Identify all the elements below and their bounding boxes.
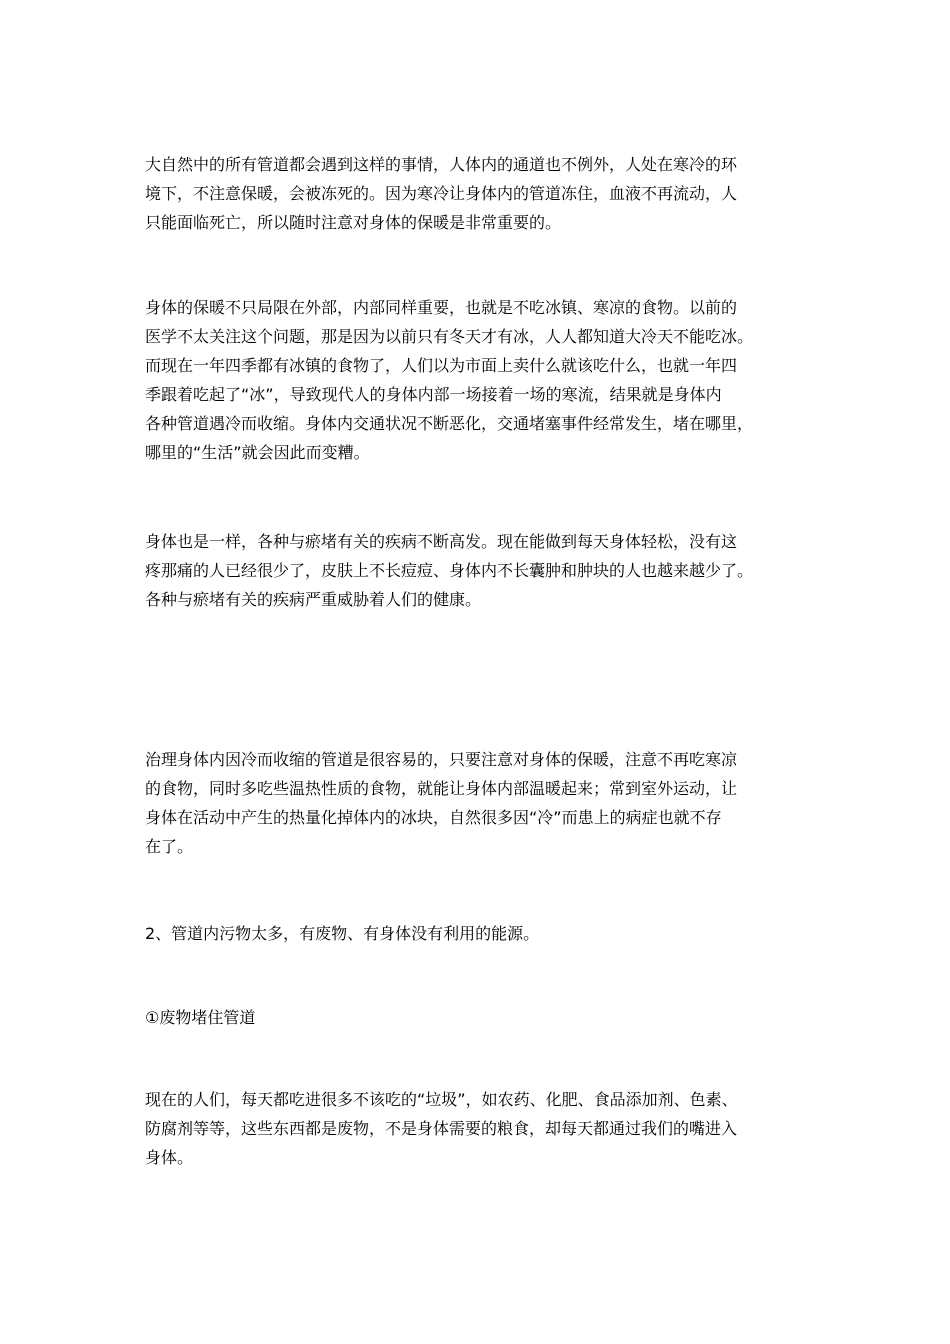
- paragraph-2: [145, 293, 825, 467]
- subsection-heading: [145, 1003, 825, 1032]
- text-line: 只能面临死亡，所以随时注意对身体的保暖是非常重要的。: [145, 213, 562, 232]
- paragraph-5: [145, 1085, 825, 1172]
- text-line: 季跟着吃起了“冰”，导致现代人的身体内部一场接着一场的寒流，结果就是身体内: [145, 385, 722, 404]
- text-line: 现在的人们，每天都吃进很多不该吃的“垃圾”，如农药、化肥、食品添加剂、色素、: [145, 1090, 738, 1109]
- text-line: 而现在一年四季都有冰镇的食物了，人们以为市面上卖什么就该吃什么，也就一年四: [145, 356, 738, 375]
- text-line: 治理身体内因冷而收缩的管道是很容易的，只要注意对身体的保暖，注意不再吃寒凉: [145, 750, 738, 769]
- text-line: 境下，不注意保暖，会被冻死的。因为寒冷让身体内的管道冻住，血液不再流动，人: [145, 184, 738, 203]
- text-line: 疼那痛的人已经很少了，皮肤上不长痘痘、身体内不长囊肿和肿块的人也越来越少了。: [145, 561, 754, 580]
- text-line: 在了。: [145, 837, 194, 856]
- text-line: ①废物堵住管道: [145, 1008, 256, 1027]
- text-line: 的食物，同时多吃些温热性质的食物，就能让身体内部温暖起来；常到室外运动，让: [145, 779, 738, 798]
- paragraph-4: [145, 745, 825, 861]
- text-line: 身体。: [145, 1148, 194, 1167]
- text-line: 大自然中的所有管道都会遇到这样的事情，人体内的通道也不例外，人处在寒冷的环: [145, 155, 738, 174]
- text-line: 身体的保暖不只局限在外部，内部同样重要，也就是不吃冰镇、寒凉的食物。以前的: [145, 298, 738, 317]
- text-line: 医学不太关注这个问题，那是因为以前只有冬天才有冰，人人都知道大冷天不能吃冰。: [145, 327, 754, 346]
- text-line: 各种管道遇冷而收缩。身体内交通状况不断恶化，交通堵塞事件经常发生，堵在哪里，: [145, 414, 754, 433]
- text-line: 各种与瘀堵有关的疾病严重威胁着人们的健康。: [145, 590, 482, 609]
- text-line: 哪里的“生活”就会因此而变糟。: [145, 443, 370, 462]
- section-heading: [145, 919, 825, 948]
- text-line: 防腐剂等等，这些东西都是废物，不是身体需要的粮食，却每天都通过我们的嘴进入: [145, 1119, 738, 1138]
- paragraph-1: [145, 150, 825, 237]
- text-line: 身体在活动中产生的热量化掉体内的冰块，自然很多因“冷”而患上的病症也就不存: [145, 808, 722, 827]
- paragraph-3: [145, 527, 825, 614]
- text-line: 身体也是一样，各种与瘀堵有关的疾病不断高发。现在能做到每天身体轻松，没有这: [145, 532, 738, 551]
- text-line: 2、管道内污物太多，有废物、有身体没有利用的能源。: [145, 924, 540, 943]
